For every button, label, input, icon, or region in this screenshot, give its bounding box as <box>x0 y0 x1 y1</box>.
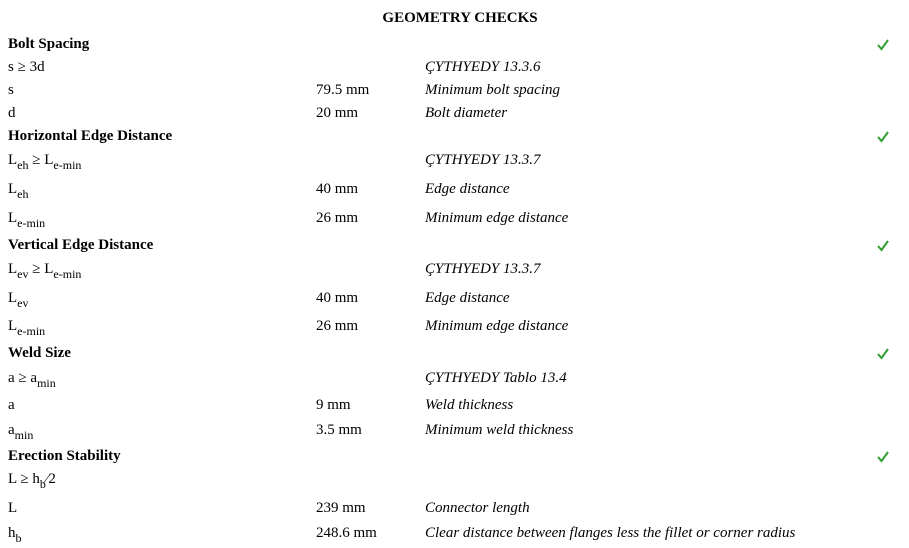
checkmark-icon <box>876 347 890 361</box>
table-row <box>0 105 909 125</box>
page-title: GEOMETRY CHECKS <box>382 10 538 26</box>
value: 248.6 mm <box>316 525 377 541</box>
condition-row <box>0 152 909 172</box>
condition-formula: $L_{eh} \ge L_{e-min}$ <box>8 152 82 172</box>
symbol: a <box>8 397 15 413</box>
symbol: $a_{min}$ <box>8 422 34 442</box>
section-title: Bolt Spacing <box>8 36 90 52</box>
table-row <box>0 397 909 417</box>
table-row <box>0 500 909 520</box>
table-row <box>0 318 909 338</box>
symbol: $L_{e-min}$ <box>8 210 46 230</box>
table-row <box>0 422 909 442</box>
condition-row <box>0 59 909 79</box>
section-header-horizontal-edge <box>0 128 909 148</box>
value: 40 mm <box>316 290 359 306</box>
value: 79.5 mm <box>316 82 370 98</box>
description: Edge distance <box>425 290 510 306</box>
condition-formula: $a \ge a_{min}$ <box>8 370 56 390</box>
symbol: L <box>8 500 18 516</box>
section-title: Horizontal Edge Distance <box>8 128 173 144</box>
description: Minimum bolt spacing <box>425 82 560 98</box>
code-reference: ÇYTHYEDY Tablo 13.4 <box>425 370 567 386</box>
condition-formula: $L \ge h_b⁄2$ <box>8 471 56 491</box>
description: Clear distance between flanges less the fillet or corner radius <box>425 525 796 541</box>
table-row <box>0 290 909 310</box>
value: 26 mm <box>316 318 359 334</box>
condition-formula: $L_{ev} \ge L_{e-min}$ <box>8 261 82 281</box>
description: Minimum edge distance <box>425 210 569 226</box>
table-row <box>0 82 909 102</box>
condition-row <box>0 370 909 390</box>
checkmark-icon <box>876 450 890 464</box>
symbol: $L_{e-min}$ <box>8 318 46 338</box>
description: Connector length <box>425 500 530 516</box>
condition-row <box>0 261 909 281</box>
symbol: $L_{ev}$ <box>8 290 29 310</box>
symbol: $h_b$ <box>8 525 22 545</box>
code-reference: ÇYTHYEDY 13.3.6 <box>425 59 541 75</box>
symbol: d <box>8 105 16 121</box>
checkmark-icon <box>876 130 890 144</box>
section-header-bolt-spacing <box>0 36 909 56</box>
section-header-erection-stability <box>0 448 909 468</box>
symbol: $L_{eh}$ <box>8 181 29 201</box>
section-header-weld-size <box>0 345 909 365</box>
table-row <box>0 525 909 545</box>
description: Edge distance <box>425 181 510 197</box>
checkmark-icon <box>876 239 890 253</box>
symbol: s <box>8 82 14 98</box>
description: Bolt diameter <box>425 105 508 121</box>
value: 20 mm <box>316 105 359 121</box>
value: 9 mm <box>316 397 351 413</box>
section-title: Weld Size <box>8 345 71 361</box>
section-title: Erection Stability <box>8 448 121 464</box>
value: 26 mm <box>316 210 359 226</box>
table-row <box>0 210 909 230</box>
condition-formula: s ≥ 3d <box>8 59 45 75</box>
code-reference: ÇYTHYEDY 13.3.7 <box>425 261 541 277</box>
section-title: Vertical Edge Distance <box>8 237 154 253</box>
description: Minimum edge distance <box>425 318 569 334</box>
section-header-vertical-edge <box>0 237 909 257</box>
value: 3.5 mm <box>316 422 362 438</box>
value: 40 mm <box>316 181 359 197</box>
description: Minimum weld thickness <box>425 422 574 438</box>
description: Weld thickness <box>425 397 514 413</box>
value: 239 mm <box>316 500 366 516</box>
table-row <box>0 181 909 201</box>
code-reference: ÇYTHYEDY 13.3.7 <box>425 152 541 168</box>
checkmark-icon <box>876 38 890 52</box>
condition-row <box>0 471 909 491</box>
